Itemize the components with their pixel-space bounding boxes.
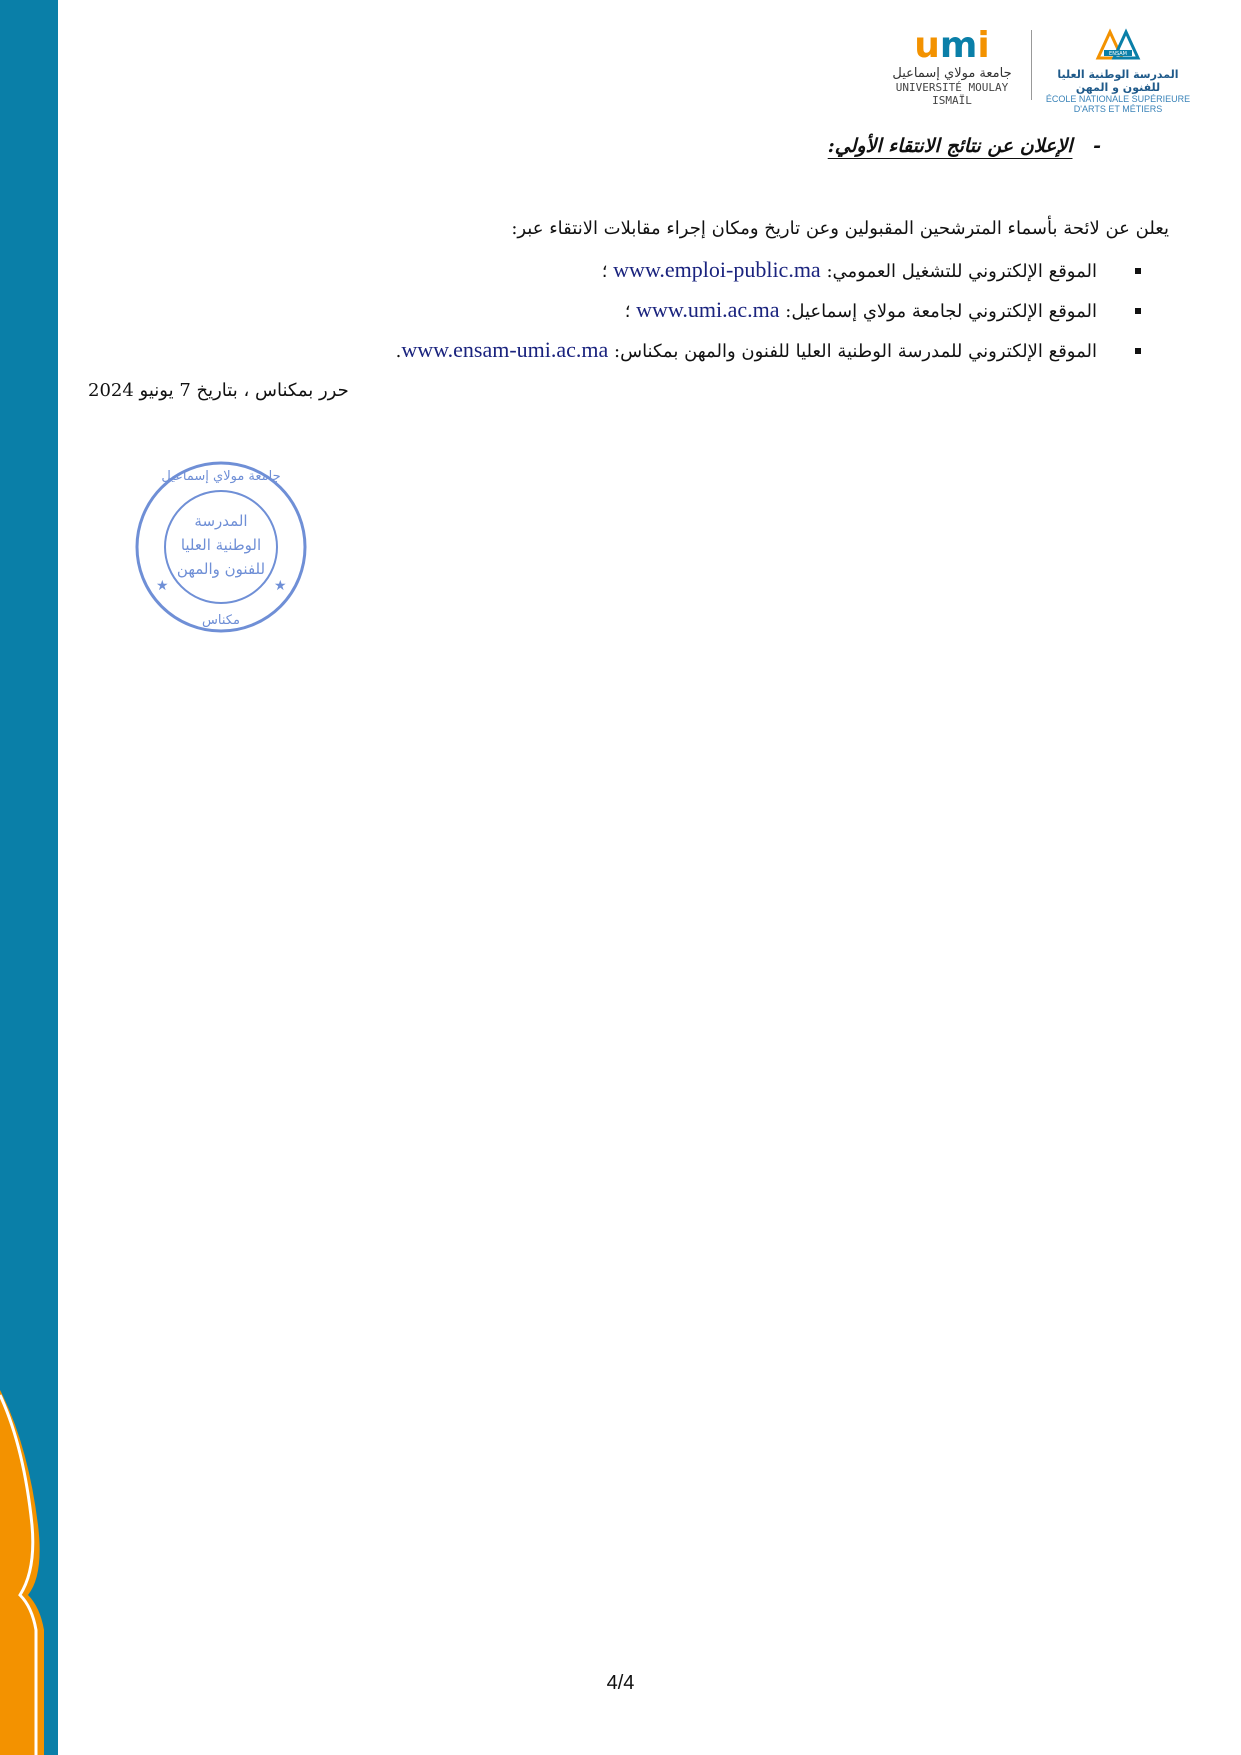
official-stamp [132, 458, 310, 636]
site-label: الموقع الإلكتروني لجامعة مولاي إسماعيل: [785, 301, 1097, 322]
logo-divider [1031, 30, 1032, 100]
square-bullet-icon [1135, 308, 1141, 314]
ensam-badge-text: ENSAM [1109, 51, 1127, 57]
stamp-star-icon: ★ [156, 578, 169, 594]
site-label: الموقع الإلكتروني للتشغيل العمومي: [826, 261, 1097, 282]
umi-logo [882, 25, 1022, 107]
stamp-star-icon: ★ [274, 578, 287, 594]
square-bullet-icon [1135, 348, 1141, 354]
site-link-umi[interactable]: www.umi.ac.ma [636, 297, 780, 322]
heading-title: الإعلان عن نتائج الانتقاء الأولي: [827, 135, 1073, 157]
site-punct: ؛ [624, 301, 631, 322]
square-bullet-icon [1135, 268, 1141, 274]
stamp-line-3: للفنون والمهن [176, 560, 266, 578]
umi-letter-u: u [914, 25, 940, 66]
site-punct: ؛ [601, 261, 608, 282]
umi-wordmark [882, 25, 1022, 66]
site-link-emploi-public[interactable]: www.emploi-public.ma [613, 257, 821, 282]
umi-letter-i: i [977, 25, 990, 66]
heading-dash: - [1093, 135, 1101, 157]
ensam-french-name: ÉCOLE NATIONALE SUPÉRIEURE D'ARTS ET MÉTIERS [1045, 94, 1191, 114]
intro-paragraph: يعلن عن لائحة بأسماء المترشحين المقبولين وعن تاريخ ومكان إجراء مقابلات الانتقاء عبر: [511, 218, 1169, 239]
site-punct: . [395, 341, 402, 362]
umi-letter-m: m [939, 25, 978, 66]
ensam-emblem-icon [1090, 28, 1146, 62]
websites-list [396, 256, 1097, 376]
list-item [396, 336, 1097, 376]
stamp-line-1: المدرسة [194, 512, 248, 530]
stamp-line-2: الوطنية العليا [180, 536, 262, 554]
section-heading [828, 135, 1101, 157]
ensam-arabic-name: المدرسة الوطنية العليا للفنون و المهن [1057, 68, 1179, 94]
stamp-ring-text: جامعة مولاي إسماعيل [161, 469, 281, 484]
umi-french-name: UNIVERSITÉ MOULAY ISMAÏL [895, 81, 1009, 107]
signature-date: حرر بمكناس ، بتاريخ 7 يونيو 2024 [88, 380, 349, 401]
list-item [396, 296, 1097, 336]
stamp-city: مكناس [202, 613, 240, 628]
site-label: الموقع الإلكتروني للمدرسة الوطنية العليا للفنون والمهن بمكناس: [614, 341, 1097, 362]
list-item [396, 256, 1097, 296]
page-number: 4/4 [606, 1672, 635, 1694]
header-logos [887, 25, 1197, 114]
site-link-ensam[interactable]: www.ensam-umi.ac.ma [401, 337, 609, 362]
ensam-logo [1039, 28, 1197, 114]
umi-arabic-name: جامعة مولاي إسماعيل [892, 66, 1012, 81]
